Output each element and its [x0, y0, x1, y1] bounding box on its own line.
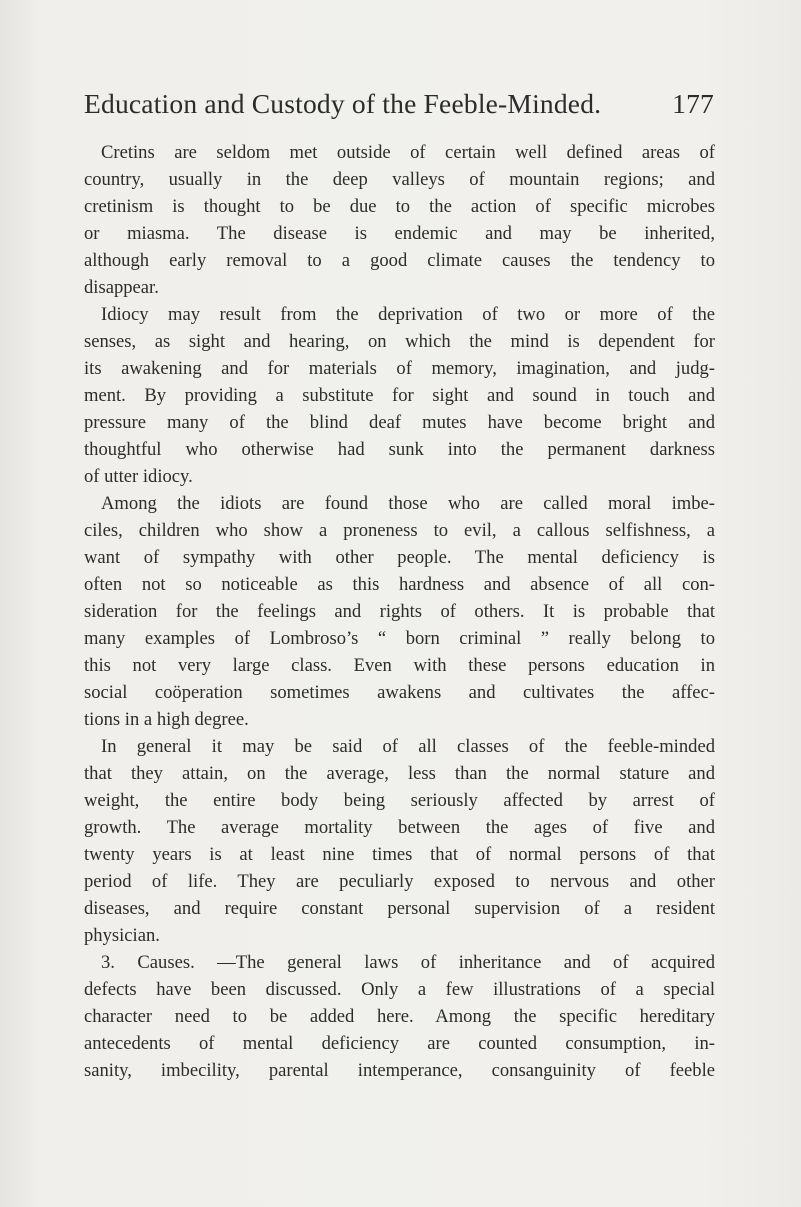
- text-line: physician.: [84, 925, 160, 946]
- text-line: sanity, imbecility, parental intemperance, consanguinity of feeble: [84, 1060, 715, 1081]
- text-line: growth. The average mortality between the ages of five and: [84, 817, 715, 838]
- text-line: Cretins are seldom met outside of certain well defined areas of: [101, 142, 715, 163]
- text-line: In general it may be said of all classes of the feeble-minded: [101, 736, 715, 757]
- text-line: cretinism is thought to be due to the action of specific microbes: [84, 196, 715, 217]
- text-line: sideration for the feelings and rights of others. It is probable that: [84, 601, 715, 622]
- text-line: twenty years is at least nine times that of normal persons of that: [84, 844, 715, 865]
- text-line: pressure many of the blind deaf mutes have become bright and: [84, 412, 715, 433]
- text-line: or miasma. The disease is endemic and may be inherited,: [84, 223, 715, 244]
- text-line: senses, as sight and hearing, on which the mind is dependent for: [84, 331, 715, 352]
- text-line: antecedents of mental deficiency are counted consumption, in-: [84, 1033, 715, 1054]
- text-line: that they attain, on the average, less than the normal stature and: [84, 763, 715, 784]
- text-line: often not so noticeable as this hardness and absence of all con-: [84, 574, 715, 595]
- text-line: thoughtful who otherwise had sunk into the permanent darkness: [84, 439, 715, 460]
- text-line: many examples of Lombroso’s “ born criminal ” really belong to: [84, 628, 715, 649]
- running-header: [84, 88, 714, 120]
- text-line: want of sympathy with other people. The mental deficiency is: [84, 547, 715, 568]
- running-title: Education and Custody of the Feeble-Minded.: [84, 88, 602, 119]
- text-line: Among the idiots are found those who are called moral imbe-: [101, 493, 715, 514]
- text-line: tions in a high degree.: [84, 709, 249, 730]
- text-line: of utter idiocy.: [84, 466, 193, 487]
- text-line: this not very large class. Even with these persons education in: [84, 655, 715, 676]
- text-line: although early removal to a good climate causes the tendency to: [84, 250, 715, 271]
- text-line: its awakening and for materials of memory, imagination, and judg-: [84, 358, 715, 379]
- text-line: 3. Causes. —The general laws of inheritance and of acquired: [101, 952, 715, 973]
- text-line: Idiocy may result from the deprivation of two or more of the: [101, 304, 715, 325]
- text-line: character need to be added here. Among the specific hereditary: [84, 1006, 715, 1027]
- text-line: country, usually in the deep valleys of mountain regions; and: [84, 169, 715, 190]
- text-line: diseases, and require constant personal supervision of a resident: [84, 898, 715, 919]
- text-line: disappear.: [84, 277, 159, 298]
- text-line: period of life. They are peculiarly exposed to nervous and other: [84, 871, 715, 892]
- text-line: defects have been discussed. Only a few illustrations of a special: [84, 979, 715, 1000]
- text-line: social coöperation sometimes awakens and cultivates the affec-: [84, 682, 715, 703]
- page-number: 177: [672, 88, 714, 119]
- body-text: [84, 139, 715, 1084]
- text-line: ciles, children who show a proneness to evil, a callous selfishness, a: [84, 520, 715, 541]
- text-line: ment. By providing a substitute for sight and sound in touch and: [84, 385, 715, 406]
- text-line: weight, the entire body being seriously affected by arrest of: [84, 790, 715, 811]
